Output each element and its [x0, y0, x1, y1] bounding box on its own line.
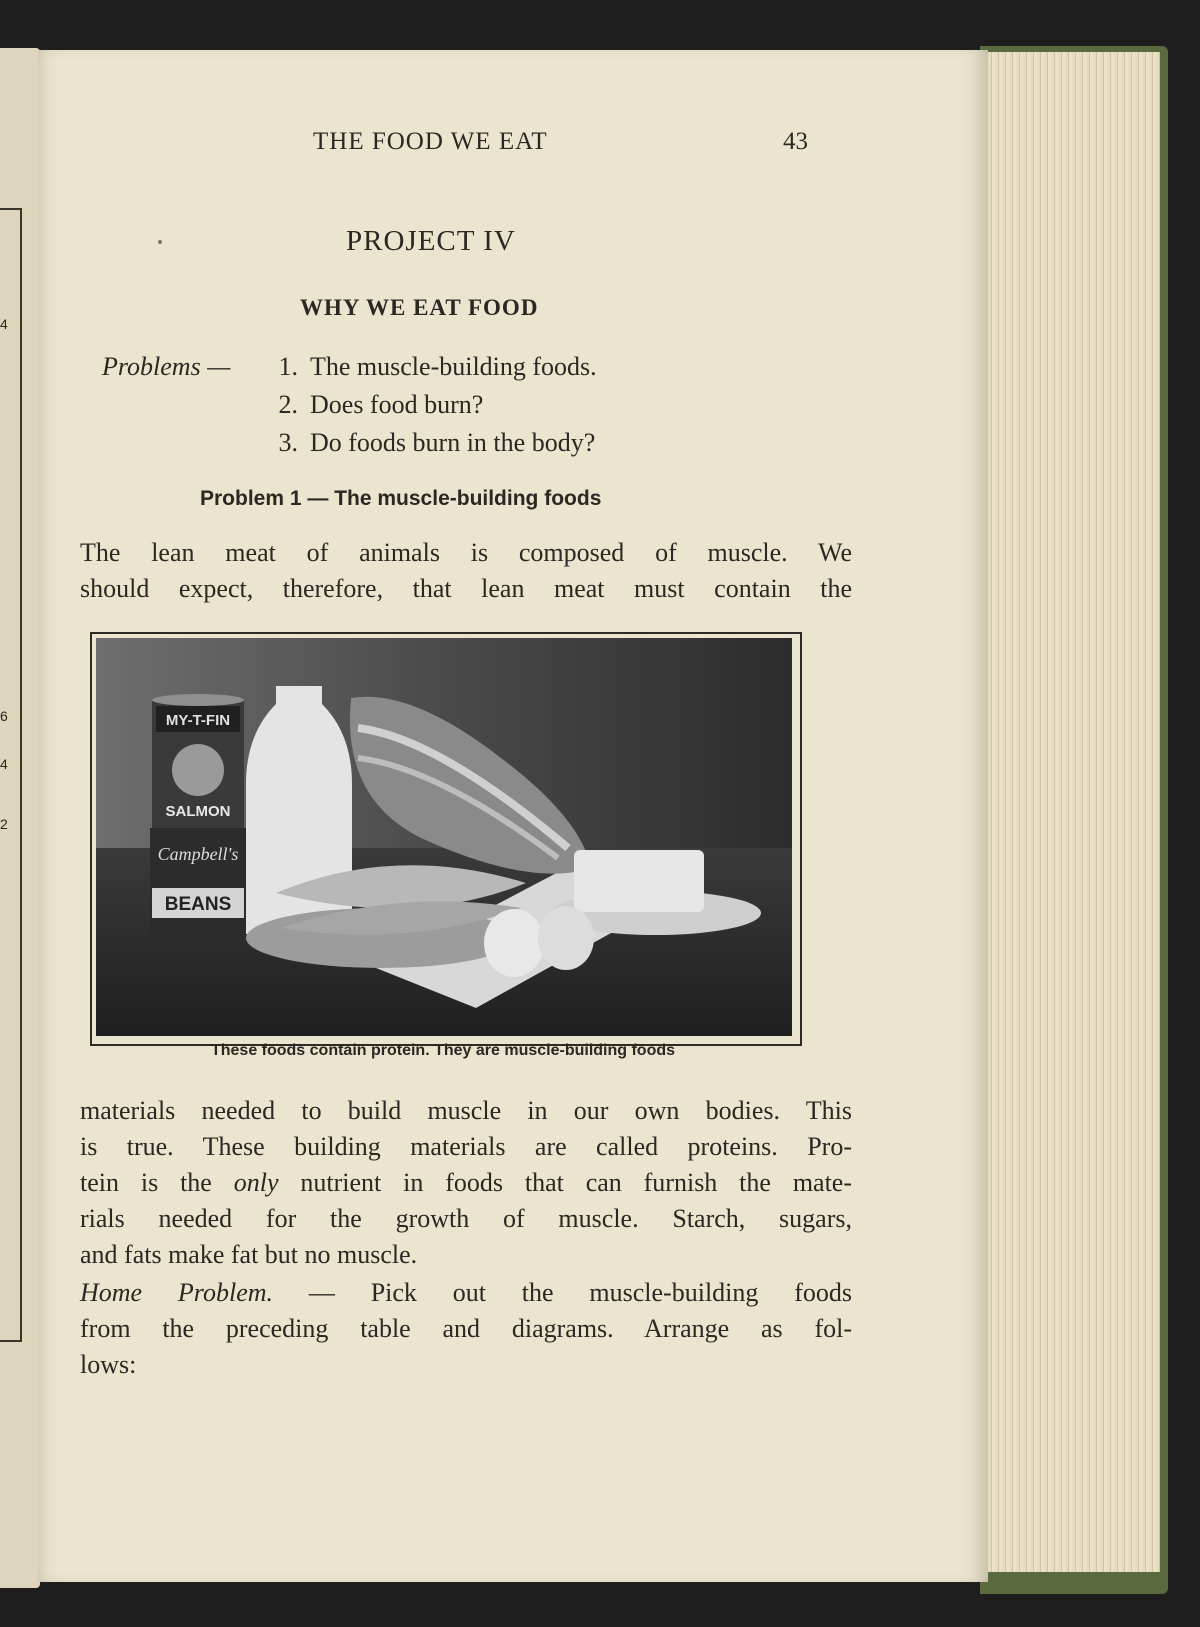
problems-label: Problems —: [102, 352, 231, 381]
food-photo-illustration: [96, 638, 792, 1036]
home-problem-line: [80, 1278, 852, 1308]
paragraph-line: is true. These building materials are called proteins. Pro-: [80, 1132, 852, 1161]
facing-page-fragment: 4: [0, 756, 8, 772]
egg: [538, 906, 594, 970]
running-head: THE FOOD WE EAT: [313, 128, 548, 155]
problem-item: [258, 390, 483, 420]
salmon-can-label: MY-T-FIN: [165, 712, 231, 729]
paragraph-line: should expect, therefore, that lean meat must contain the: [80, 574, 852, 603]
butter-block: [574, 850, 704, 912]
salmon-can-label: SALMON: [165, 803, 231, 820]
problem-text: Do foods burn in the body?: [310, 428, 596, 457]
home-problem-label: Home Problem.: [80, 1278, 274, 1307]
beans-can-label: BEANS: [164, 894, 232, 915]
problem-number: 3.: [278, 428, 298, 457]
paragraph-line: lows:: [80, 1350, 137, 1379]
facing-page-fragment: 6: [0, 708, 8, 724]
paragraph-line: materials needed to build muscle in our own bodies. This: [80, 1096, 852, 1125]
book-page: [38, 50, 988, 1582]
facing-page-table-border: [0, 208, 22, 1342]
problem-number: 1.: [278, 352, 298, 381]
paragraph-line: from the preceding table and diagrams. Arrange as fol-: [80, 1314, 852, 1343]
paragraph-line: tein is the only nutrient in foods that can furnish the mate-: [80, 1168, 853, 1197]
problem-number: 2.: [278, 390, 298, 419]
project-heading: PROJECT IV: [346, 225, 516, 257]
emphasis: only: [233, 1168, 279, 1197]
problem-heading: Problem 1 — The muscle-building foods: [200, 487, 602, 510]
page-edges: [960, 52, 1160, 1572]
problem-text: The muscle-building foods.: [310, 352, 597, 381]
beans-can-brand: Campbell's: [157, 844, 239, 864]
page-speck: [158, 240, 162, 244]
section-title: WHY WE EAT FOOD: [300, 295, 539, 320]
home-problem-text: — Pick out the muscle-building foods: [273, 1278, 852, 1307]
facing-page-fragment: 4: [0, 316, 8, 332]
egg: [484, 909, 544, 977]
paragraph-line: and fats make fat but no muscle.: [80, 1240, 418, 1269]
facing-page-edge: [0, 48, 40, 1588]
problem-text: Does food burn?: [310, 390, 484, 419]
problem-item: [258, 352, 597, 382]
facing-page-fragment: 2: [0, 816, 8, 832]
paragraph-line: The lean meat of animals is composed of muscle. We: [80, 538, 852, 567]
page-number: 43: [783, 128, 808, 155]
problem-item: [258, 428, 595, 458]
paragraph-line: rials needed for the growth of muscle. Starch, sugars,: [80, 1204, 852, 1233]
figure-caption: These foods contain protein. They are muscle-building foods: [210, 1042, 676, 1059]
food-photograph: [90, 632, 802, 1046]
